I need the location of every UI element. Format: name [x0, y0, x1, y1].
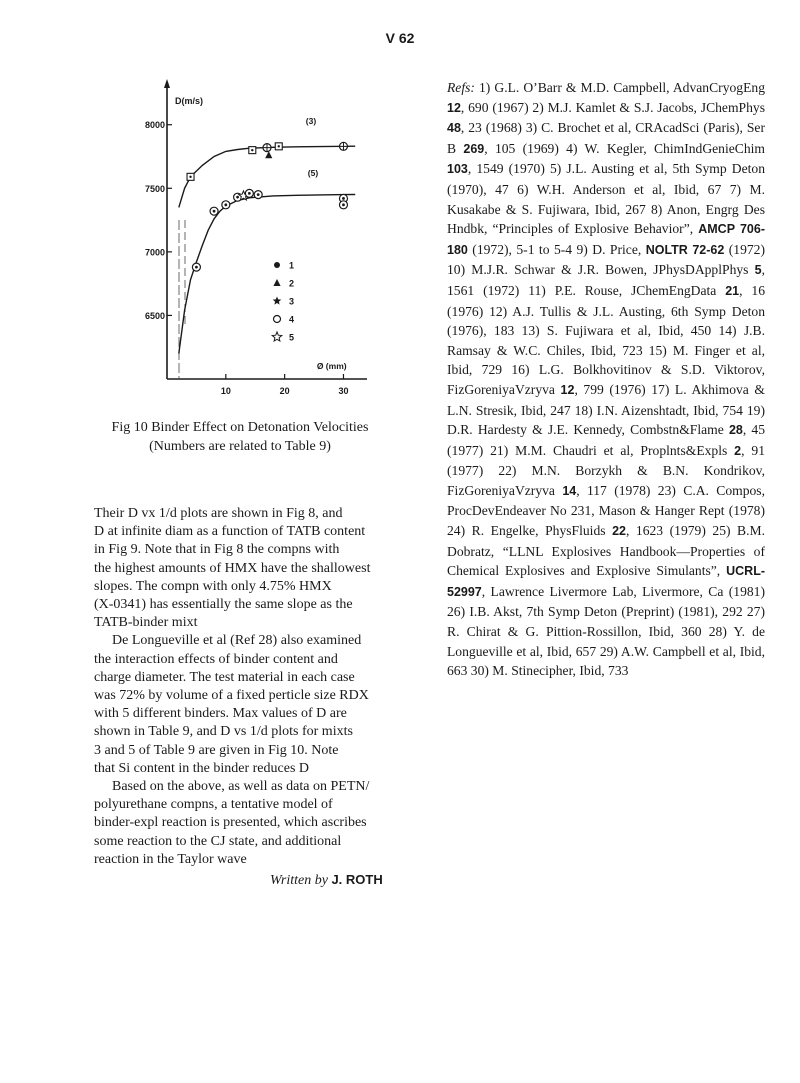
series-label-3: (3) — [305, 116, 317, 126]
legend-marker — [272, 332, 282, 341]
ref-text: , 117 (1978) 23) C.A. Compos, ProcDevEndeaver No 231, Mason & Hanger Rept (1978) 24) R. Engelke, PhysFluids — [447, 482, 765, 539]
paragraph-2 — [94, 632, 394, 778]
ref-text: , 23 (1968) 3) C. Brochet et al, CRAcadSci (Paris), Ser B — [447, 120, 765, 156]
ref-text: (1972), 5-1 to 5-4 9) D. Price, — [467, 241, 646, 257]
text-line: some reaction to the CJ state, and additional — [94, 833, 342, 849]
body-text — [94, 505, 394, 869]
refs-body — [447, 80, 765, 678]
text-line: reaction in the Taylor wave — [94, 851, 247, 867]
text-line: shown in Table 9, and D vs 1/d plots for mixts — [94, 724, 353, 740]
marker-dot — [274, 262, 280, 268]
ref-text: , 799 (1976) 17) L. Akhimova & L.N. Stresik, Ibid, 247 18) I.N. Aizenshtadt, Ibid, 754 19) D.R. Hardesty & J.E. Kennedy, Combstn&Flame — [447, 381, 765, 438]
legend-label: 3 — [289, 296, 295, 307]
ref-volume: 22 — [612, 524, 626, 539]
ref-text: , Lawrence Livermore Lab, Livermore, Ca (1981) 26) I.B. Akst, 7th Symp Deton (Preprint) (1981), 292 27) R. Chirat & G. Pittion-Rossillon, Ibid, 360 28) Y. de Longueville et al, Ibid, 657 29) A.W. Campbell et al, Ibid, 663 30) M. Stinecipher, Ibid, 733 — [447, 583, 765, 679]
data-point — [339, 201, 347, 209]
text-line: (X-0341) has essentially the same slope as the — [94, 597, 353, 613]
y-axis-arrow — [164, 79, 170, 88]
x-tick-label: 10 — [220, 386, 231, 396]
data-point — [245, 189, 253, 197]
paragraph-3 — [94, 778, 394, 869]
y-tick-label: 8000 — [144, 120, 165, 131]
ref-text: , 1623 (1979) 25) B.M. Dobratz, “LLNL Explosives Handbook—Properties of Chemical Explosives and Explosive Simulants”, — [447, 523, 765, 579]
marker-triangle — [273, 279, 280, 286]
data-point — [275, 143, 282, 150]
marker-star — [273, 297, 282, 305]
text-line: 3 and 5 of Table 9 are given in Fig 10. Note — [94, 742, 339, 758]
series-curve-1 — [179, 195, 355, 354]
text-line: slopes. The compn with only 4.75% HMX — [94, 578, 332, 594]
legend-label: 5 — [289, 332, 295, 343]
data-point — [222, 201, 230, 209]
text-line: charge diameter. The test material in each case — [94, 669, 355, 685]
data-point — [265, 151, 272, 158]
refs-label: Refs: — [447, 80, 475, 95]
paragraph-1 — [94, 505, 394, 632]
ref-volume: AMCP 706-180 — [447, 222, 765, 257]
ref-text: 1) G.L. O’Barr & M.D. Campbell, AdvanCryogEng — [474, 80, 765, 95]
marker-open-star — [272, 332, 282, 341]
y-axis-title: D(m/s) — [175, 96, 204, 106]
x-tick-label: 30 — [338, 386, 349, 396]
ref-volume: UCRL-52997 — [447, 564, 765, 599]
marker-triangle — [265, 151, 272, 158]
caption-line-1: Fig 10 Binder Effect on Detonation Velocities — [111, 420, 369, 435]
byline-prefix: Written by — [270, 873, 328, 888]
references — [447, 78, 765, 681]
ref-volume: 269 — [463, 141, 485, 156]
text-line: binder-expl reaction is presented, which ascribes — [94, 815, 367, 831]
ref-text: , 45 (1977) 21) M.M. Chaudri et al, Proplnts&Expls — [447, 422, 765, 458]
marker-center — [257, 193, 260, 196]
legend-label: 1 — [289, 260, 295, 271]
ref-text: , 105 (1969) 4) W. Kegler, ChimIndGenieChim — [484, 140, 765, 156]
text-line: TATB-binder mixt — [94, 615, 198, 631]
y-tick-label: 7500 — [144, 183, 165, 194]
legend-label: 4 — [289, 314, 295, 325]
text-line: Their D vx 1/d plots are shown in Fig 8, and — [94, 506, 343, 521]
marker-center — [251, 149, 253, 151]
text-line: that Si content in the binder reduces D — [94, 760, 309, 776]
ref-text: (1972) 10) M.J.R. Schwar & J.R. Bowen, JPhysDApplPhys — [447, 241, 765, 278]
text-line: the highest amounts of HMX have the shallowest — [94, 560, 371, 576]
text-line: the interaction effects of binder content and — [94, 651, 338, 667]
x-tick-label: 20 — [279, 386, 290, 396]
marker-center — [342, 203, 345, 206]
y-tick-label: 6500 — [144, 310, 165, 321]
binder-effect-chart — [85, 70, 385, 410]
legend-label: 2 — [289, 278, 295, 289]
text-line: polyurethane compns, a tentative model of — [94, 797, 333, 813]
data-point — [339, 142, 347, 150]
marker-center — [213, 210, 216, 213]
ref-volume: 28 — [728, 423, 743, 438]
data-point — [187, 173, 194, 180]
legend-marker — [273, 297, 282, 305]
ref-volume: 21 — [725, 283, 740, 298]
series-label-5: (5) — [307, 168, 319, 178]
byline-author: J. ROTH — [331, 872, 383, 887]
text-line: Based on the above, as well as data on PETN/ — [112, 779, 370, 795]
ref-volume: 12 — [447, 100, 461, 115]
marker-center — [189, 176, 191, 178]
page-number: V 62 — [385, 30, 415, 46]
marker-center — [248, 192, 251, 195]
ref-volume: 2 — [734, 443, 742, 458]
marker-center — [195, 266, 198, 269]
ref-text: , 690 (1967) 2) M.J. Kamlet & S.J. Jacobs, JChemPhys — [460, 99, 765, 115]
marker-center — [342, 197, 345, 200]
data-point — [249, 147, 256, 154]
ref-text: , 1549 (1970) 5) J.L. Austing et al, 5th Symp Deton (1970), 47 6) W.H. Anderson et al, Ibid, 67 7) M. Kusakabe & S. Fujiwara, Ibid, 267 8) Anon, Engrg Des Hndbk, “Principles of Explosive Behavior”, — [447, 161, 765, 237]
data-point — [254, 191, 262, 199]
ref-volume: NOLTR 72-62 — [645, 242, 725, 257]
ref-volume: 103 — [447, 162, 468, 177]
ref-text: , 1561 (1972) 11) P.E. Rouse, JChemEngData — [447, 262, 765, 298]
text-line: in Fig 9. Note that in Fig 8 the compns with — [94, 542, 340, 558]
caption-line-2: (Numbers are related to Table 9) — [149, 439, 331, 454]
text-line: with 5 different binders. Max values of D are — [94, 706, 347, 722]
figure-caption — [95, 418, 385, 456]
text-line: was 72% by volume of a fixed perticle size RDX — [94, 688, 369, 704]
ref-volume: 12 — [560, 382, 575, 397]
marker-center — [236, 196, 239, 199]
ref-volume: 14 — [562, 483, 577, 498]
byline — [270, 872, 383, 889]
x-axis-title: Ø (mm) — [316, 361, 347, 371]
data-point — [263, 144, 271, 152]
marker-center — [224, 203, 227, 206]
legend-marker — [274, 316, 281, 323]
marker-center — [278, 145, 280, 147]
text-line: D at infinite diam as a function of TATB content — [94, 524, 366, 540]
ref-volume: 5 — [754, 263, 762, 278]
text-line: De Longueville et al (Ref 28) also examined — [112, 633, 362, 649]
y-tick-label: 7000 — [144, 247, 165, 258]
data-point — [192, 263, 200, 271]
ref-text: , 16 (1976) 12) A.J. Tullis & J.L. Austing, 6th Symp Deton (1976), 183 13) S. Fujiwara et al, Ibid, 450 14) J.B. Ramsay & W.C. Chiles, Ibid, 723 15) M. Finger et al, Ibid, 729 16) L.G. Bolkhovitinov & S.D. Viktorov, FizGoreniyaVzryva — [447, 282, 766, 397]
ref-text: , 91 (1977) 22) M.N. Borzykh & B.N. Kondrikov, FizGoreniyaVzryva — [447, 442, 765, 498]
legend-marker — [273, 279, 280, 286]
marker-circle — [274, 316, 281, 323]
legend-marker — [274, 262, 280, 268]
ref-volume: 48 — [447, 121, 461, 136]
data-point — [210, 207, 218, 215]
